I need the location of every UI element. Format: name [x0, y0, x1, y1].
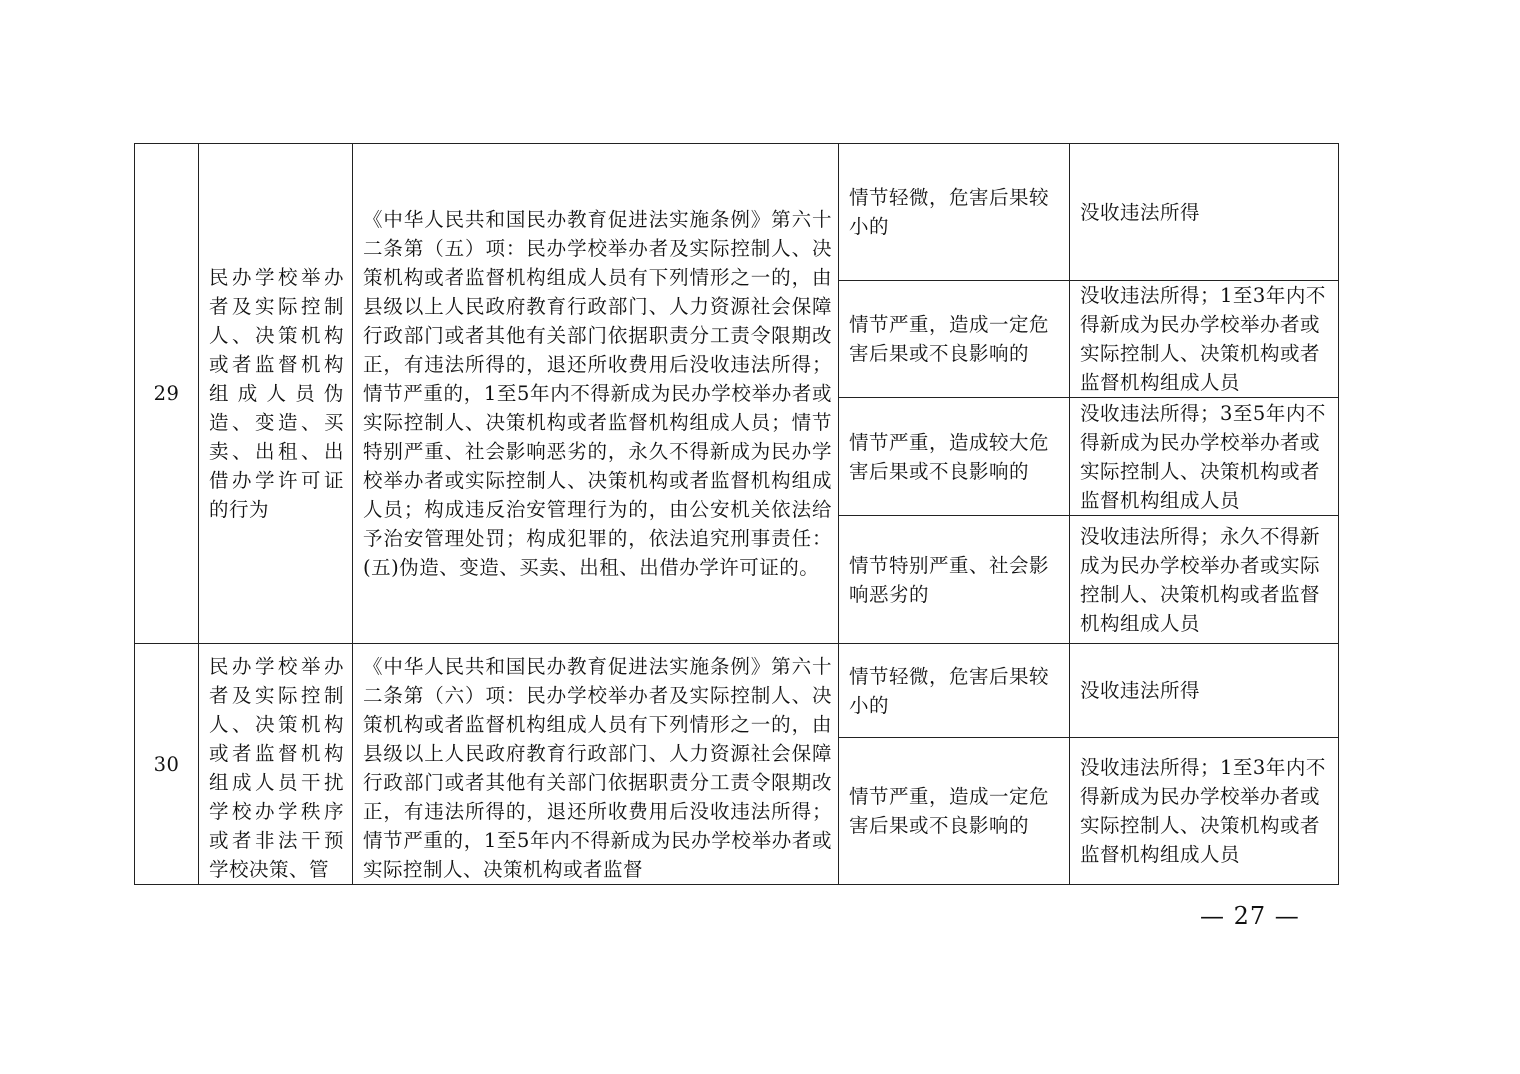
legal-basis-cell	[353, 644, 839, 885]
table-row	[135, 644, 1339, 738]
circumstance-cell: 情节特别严重、社会影响恶劣的	[839, 516, 1070, 644]
table-row	[135, 144, 1339, 281]
row-number: 29	[135, 144, 199, 644]
row-number: 30	[135, 644, 199, 885]
circumstance-cell: 情节严重，造成一定危害后果或不良影响的	[839, 738, 1070, 885]
illegal-act-cell	[199, 644, 353, 885]
legal-basis-cell: 《中华人民共和国民办教育促进法实施条例》第六十二条第（五）项：民办学校举办者及实际控制人、决策机构或者监督机构组成人员有下列情形之一的，由县级以上人民政府教育行政部门、人力资源社会保障行政部门或者其他有关部门依据职责分工责令限期改正，有违法所得的，退还所收费用后没收违法所得；情节严重的，1至5年内不得新成为民办学校举办者或实际控制人、决策机构或者监督机构组成人员；情节特别严重、社会影响恶劣的，永久不得新成为民办学校举办者或实际控制人、决策机构或者监督机构组成人员；构成违反治安管理行为的，由公安机关依法给予治安管理处罚；构成犯罪的，依法追究刑事责任：(五)伪造、变造、买卖、出租、出借办学许可证的。	[353, 144, 839, 644]
illegal-act-cell: 民办学校举办者及实际控制人、决策机构或者监督机构组成人员伪造、变造、买卖、出租、出借办学许可证的行为	[199, 144, 353, 644]
circumstance-cell: 情节严重，造成较大危害后果或不良影响的	[839, 398, 1070, 516]
legal-basis-text: 《中华人民共和国民办教育促进法实施条例》第六十二条第（六）项：民办学校举办者及实际控制人、决策机构或者监督机构组成人员有下列情形之一的，由县级以上人民政府教育行政部门、人力资源社会保障行政部门或者其他有关部门依据职责分工责令限期改正，有违法所得的，退还所收费用后没收违法所得；情节严重的，1至5年内不得新成为民办学校举办者或实际控制人、决策机构或者监督	[363, 655, 832, 881]
penalty-cell: 没收违法所得；永久不得新成为民办学校举办者或实际控制人、决策机构或者监督机构组成人员	[1070, 516, 1339, 644]
circumstance-cell: 情节轻微，危害后果较小的	[839, 644, 1070, 738]
circumstance-cell: 情节轻微，危害后果较小的	[839, 144, 1070, 281]
penalty-cell: 没收违法所得；1至3年内不得新成为民办学校举办者或实际控制人、决策机构或者监督机构组成人员	[1070, 281, 1339, 398]
penalty-cell: 没收违法所得；1至3年内不得新成为民办学校举办者或实际控制人、决策机构或者监督机构组成人员	[1070, 738, 1339, 885]
penalty-cell: 没收违法所得；3至5年内不得新成为民办学校举办者或实际控制人、决策机构或者监督机构组成人员	[1070, 398, 1339, 516]
circumstance-cell: 情节严重，造成一定危害后果或不良影响的	[839, 281, 1070, 398]
penalty-standards-table	[134, 143, 1339, 885]
penalty-cell: 没收违法所得	[1070, 144, 1339, 281]
penalty-cell: 没收违法所得	[1070, 644, 1339, 738]
page-number: — 27 —	[1200, 902, 1300, 930]
illegal-act-text: 民办学校举办者及实际控制人、决策机构或者监督机构组成人员干扰学校办学秩序或者非法干预学校决策、管	[209, 655, 344, 881]
